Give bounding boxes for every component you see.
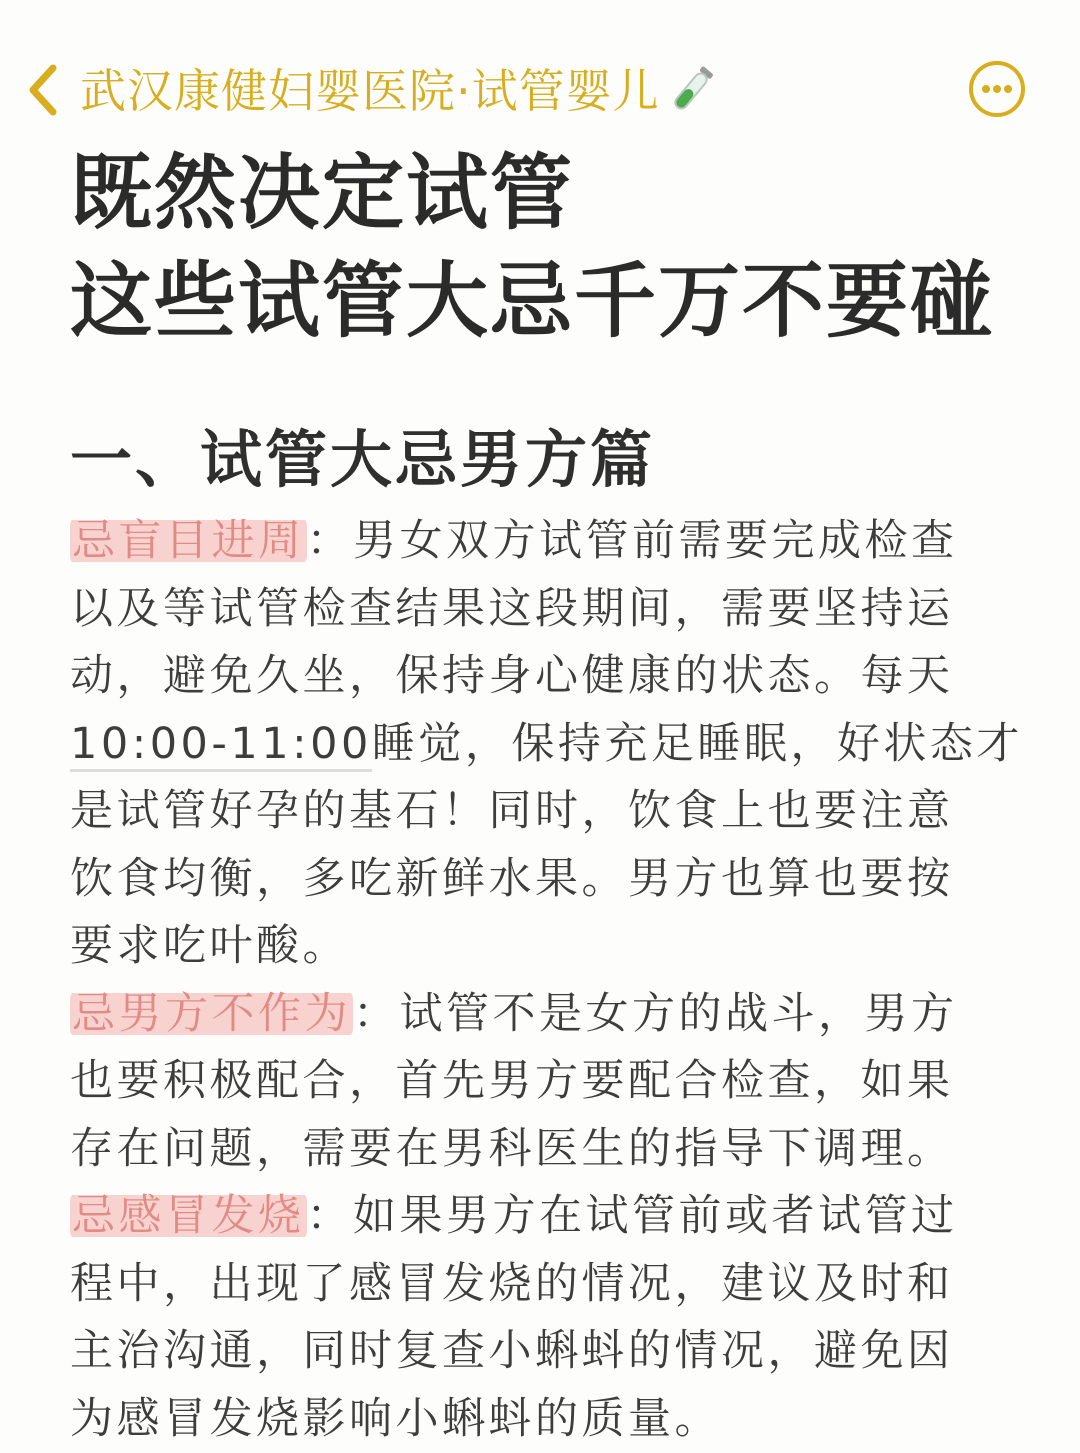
text-line: 动，避免久坐，保持身心健康的状态。每天 <box>70 643 1000 711</box>
title-line-1: 既然决定试管 <box>70 140 994 248</box>
title-line-2: 这些试管大忌千万不要碰 <box>70 248 994 356</box>
page-title <box>70 140 994 356</box>
text-line: 为感冒发烧影响小蝌蚪的质量。 <box>70 1386 1000 1453</box>
text-line: ：男女双方试管前需要完成检查 <box>307 516 958 566</box>
section-heading: 一、试管大忌男方篇 <box>70 420 655 500</box>
chevron-left-icon <box>25 62 59 118</box>
account-name: 武汉康健妇婴医院·试管婴儿 <box>80 56 660 126</box>
more-icon[interactable] <box>968 60 1026 118</box>
text-line: 主治沟通，同时复查小蝌蚪的情况，避免因 <box>70 1318 1000 1386</box>
time-range: 10:00-11:00 <box>70 719 372 772</box>
paragraph-2 <box>70 981 1000 1184</box>
text-line: 也要积极配合，首先男方要配合检查，如果 <box>70 1048 1000 1116</box>
paragraph-1 <box>70 508 1000 981</box>
paragraph-3 <box>70 1183 1000 1453</box>
text-line: 睡觉，保持充足睡眠，好状态才 <box>372 719 1023 769</box>
text-line: 要求吃叶酸。 <box>70 913 1000 981</box>
keyword-highlight: 忌男方不作为 <box>70 989 353 1039</box>
nav-title <box>80 56 720 126</box>
text-line: ：试管不是女方的战斗，男方 <box>353 989 958 1039</box>
top-nav-bar <box>0 48 1080 132</box>
text-line: 是试管好孕的基石！同时，饮食上也要注意 <box>70 778 1000 846</box>
text-line: ：如果男方在试管前或者试管过 <box>307 1191 958 1241</box>
text-line: 程中，出现了感冒发烧的情况，建议及时和 <box>70 1251 1000 1319</box>
text-line: 饮食均衡，多吃新鲜水果。男方也算也要按 <box>70 846 1000 914</box>
back-button[interactable] <box>20 54 64 126</box>
text-line: 存在问题，需要在男科医生的指导下调理。 <box>70 1116 1000 1184</box>
test-tube-icon <box>662 62 720 120</box>
article-body <box>70 508 1000 1453</box>
text-line: 以及等试管检查结果这段期间，需要坚持运 <box>70 576 1000 644</box>
keyword-highlight: 忌盲目进周 <box>70 516 307 566</box>
keyword-highlight: 忌感冒发烧 <box>70 1191 307 1241</box>
